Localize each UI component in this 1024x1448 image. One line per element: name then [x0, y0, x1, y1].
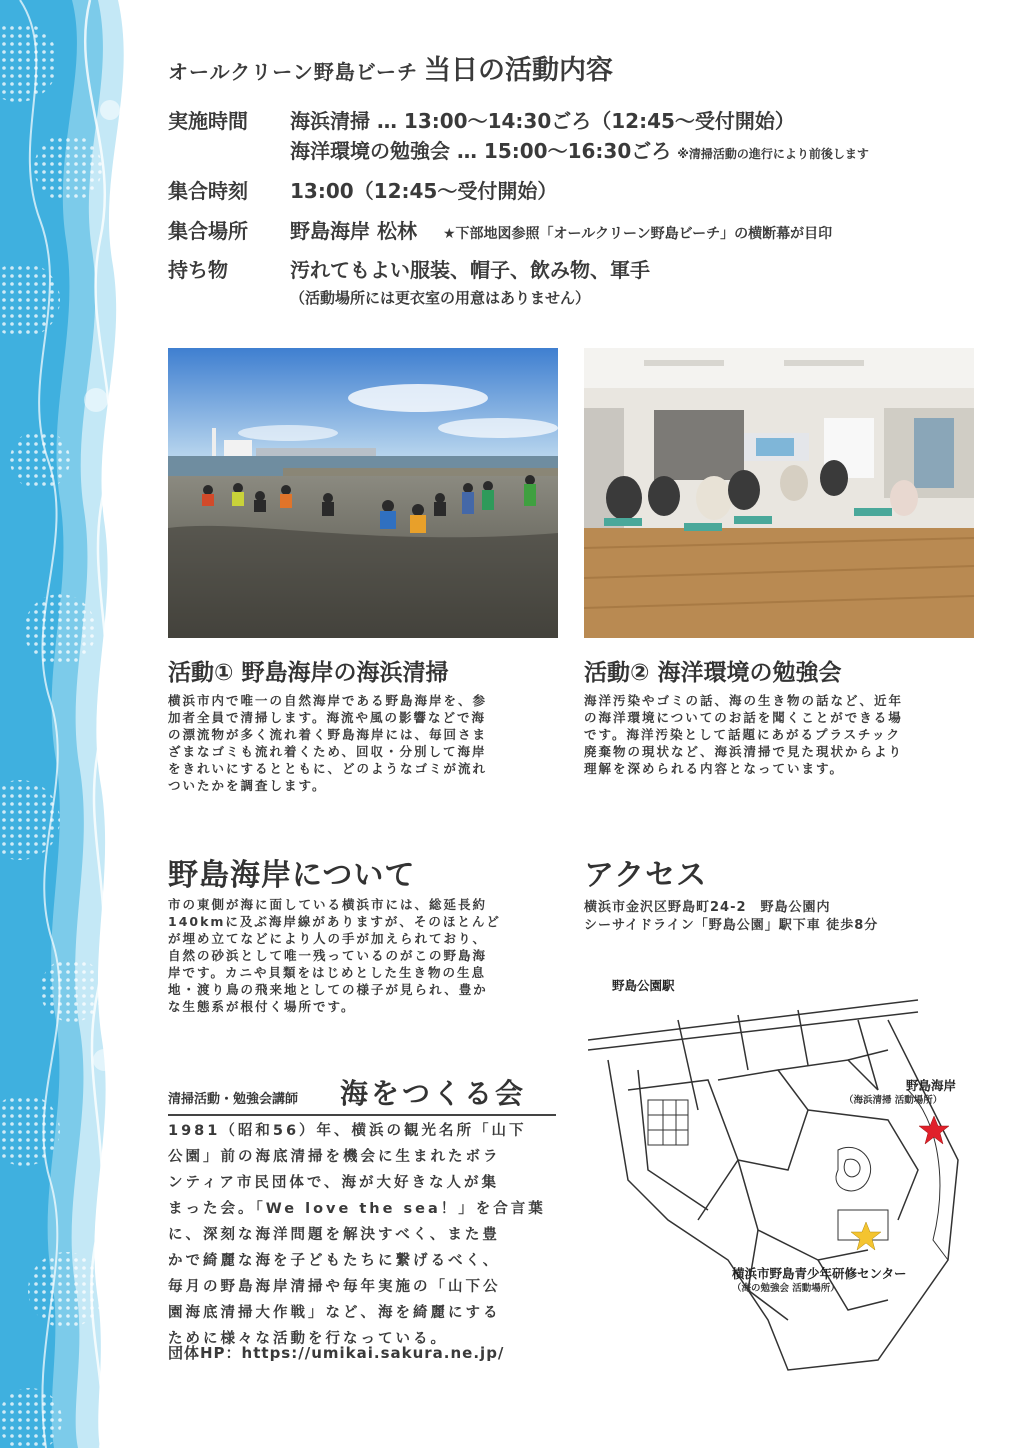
- lecturer-name: 海をつくる会: [340, 1077, 527, 1110]
- activity1-line: の漂流物が多く流れ着く野島海岸には、毎回さま: [168, 727, 488, 742]
- lecturer-label: 清掃活動・勉強会講師: [168, 1092, 299, 1107]
- activity2-heading: 活動② 海洋環境の勉強会: [584, 660, 842, 686]
- time-label: 実施時間: [168, 109, 248, 133]
- lecturer-line: ンティア市民団体で、海が大好きな人が集: [168, 1175, 500, 1191]
- lecturer-line: まった会。「We love the sea！」を合言葉: [168, 1201, 546, 1217]
- gather-place-note: ★下部地図参照「オールクリーン野島ビーチ」の横断幕が目印: [442, 226, 833, 242]
- lecturer-line: 公園」前の海底清掃を機会に生まれたボラ: [168, 1149, 501, 1165]
- page-title: [168, 48, 613, 87]
- belongings: 汚れてもよい服装、帽子、飲み物、軍手: [290, 258, 650, 282]
- map-station-label: 野島公園駅: [612, 978, 675, 993]
- activity1-line: 横浜市内で唯一の自然海岸である野島海岸を、参: [168, 693, 488, 708]
- study-session-photo: [584, 348, 974, 638]
- map-center-label: 横浜市野島青少年研修センター: [732, 1266, 907, 1281]
- activity1-heading: 活動① 野島海岸の海浜清掃: [168, 660, 449, 686]
- about-line: 市の東側が海に面している横浜市には、総延長約: [168, 897, 488, 912]
- gather-time: 13:00（12:45〜受付開始）: [290, 179, 558, 203]
- about-line: 自然の砂浜として唯一残っているのがこの野島海: [168, 948, 488, 963]
- map-center-sub: （海の勉強会 活動場所）: [732, 1283, 840, 1294]
- time-line-1: 海浜清掃 … 13:00〜14:30ごろ（12:45〜受付開始）: [290, 109, 795, 133]
- gather-place: 野島海岸 松林: [290, 219, 417, 243]
- belongings-note: （活動場所には更衣室の用意はありません）: [290, 289, 591, 307]
- belongings-label: 持ち物: [168, 258, 228, 282]
- lecturer-line: ために様々な活動を行なっている。: [168, 1331, 448, 1347]
- about-heading: 野島海岸について: [168, 858, 416, 893]
- lecturer-text: [168, 1118, 560, 1352]
- activity2-line: 廃棄物の現状など、海浜清掃で見た現状からより: [584, 744, 904, 759]
- map-beach-sub: （海浜清掃 活動場所）: [844, 1095, 943, 1106]
- activity2-text: [584, 692, 976, 777]
- map-roads: [588, 1000, 958, 1370]
- map-beach-label: 野島海岸: [906, 1078, 957, 1093]
- about-text: [168, 896, 560, 1015]
- title-text: 当日の活動内容: [424, 55, 613, 86]
- activity1-line: ついたかを調査します。: [168, 778, 327, 793]
- event-name: オールクリーン野島ビーチ: [168, 60, 418, 84]
- lecturer-line: 毎月の野島海岸清掃や毎年実施の「山下公: [168, 1279, 501, 1295]
- about-line: 岸です。カニや貝類をはじめとした生き物の生息: [168, 965, 487, 980]
- activity1-line: 加者全員で清掃します。海流や風の影響などで海: [168, 710, 487, 725]
- lecturer-heading: [168, 1072, 556, 1116]
- center-marker-star: [851, 1222, 881, 1250]
- gather-place-label: 集合場所: [168, 219, 248, 243]
- access-address: 横浜市金沢区野島町24-2 野島公園内: [584, 900, 831, 915]
- homepage-link[interactable]: 団体HP：https://umikai.sakura.ne.jp/: [168, 1344, 505, 1362]
- about-line: が埋め立てなどにより人の手が加えられており、: [168, 931, 488, 946]
- time-line-2-row: [290, 135, 869, 164]
- lecturer-line: 園海底清掃大作戦」など、海を綺麗にする: [168, 1305, 501, 1321]
- gather-place-row: [290, 215, 832, 244]
- activity1-line: ざまなゴミも流れ着くため、回収・分別して海岸: [168, 744, 487, 759]
- activity2-line: です。海洋汚染として話題にあがるプラスチック: [584, 727, 902, 742]
- gather-time-label: 集合時刻: [168, 179, 248, 203]
- activity2-line: 理解を深められる内容となっています。: [584, 761, 845, 776]
- access-heading: アクセス: [584, 858, 708, 893]
- activity2-line: 海洋汚染やゴミの話、海の生き物の話など、近年: [584, 693, 904, 708]
- map-details: [648, 1090, 948, 1260]
- about-line: 140kmに及ぶ海岸線がありますが、そのほとんど: [168, 914, 501, 929]
- activity2-line: の海洋環境についてのお話を聞くことができる場: [584, 710, 903, 725]
- access-directions: シーサイドライン「野島公園」駅下車 徒歩8分: [584, 918, 879, 933]
- activity1-line: をきれいにするとともに、どのようなゴミが流れ: [168, 761, 488, 776]
- lecturer-line: に、深刻な海洋問題を解決すべく、また豊: [168, 1227, 500, 1243]
- about-line: 地・渡り鳥の飛来地としての様子が見られ、豊か: [168, 982, 488, 997]
- lecturer-line: 1981（昭和56）年、横浜の観光名所「山下: [168, 1123, 527, 1139]
- time-line-2: 海洋環境の勉強会 … 15:00〜16:30ごろ: [290, 139, 672, 163]
- access-map: [588, 960, 988, 1400]
- beach-cleanup-photo: [168, 348, 558, 638]
- activity1-text: [168, 692, 560, 794]
- time-note: ※清掃活動の進行により前後します: [677, 147, 869, 161]
- about-line: な生態系が根付く場所です。: [168, 999, 356, 1014]
- lecturer-line: かで綺麗な海を子どもたちに繋げるべく、: [168, 1253, 501, 1269]
